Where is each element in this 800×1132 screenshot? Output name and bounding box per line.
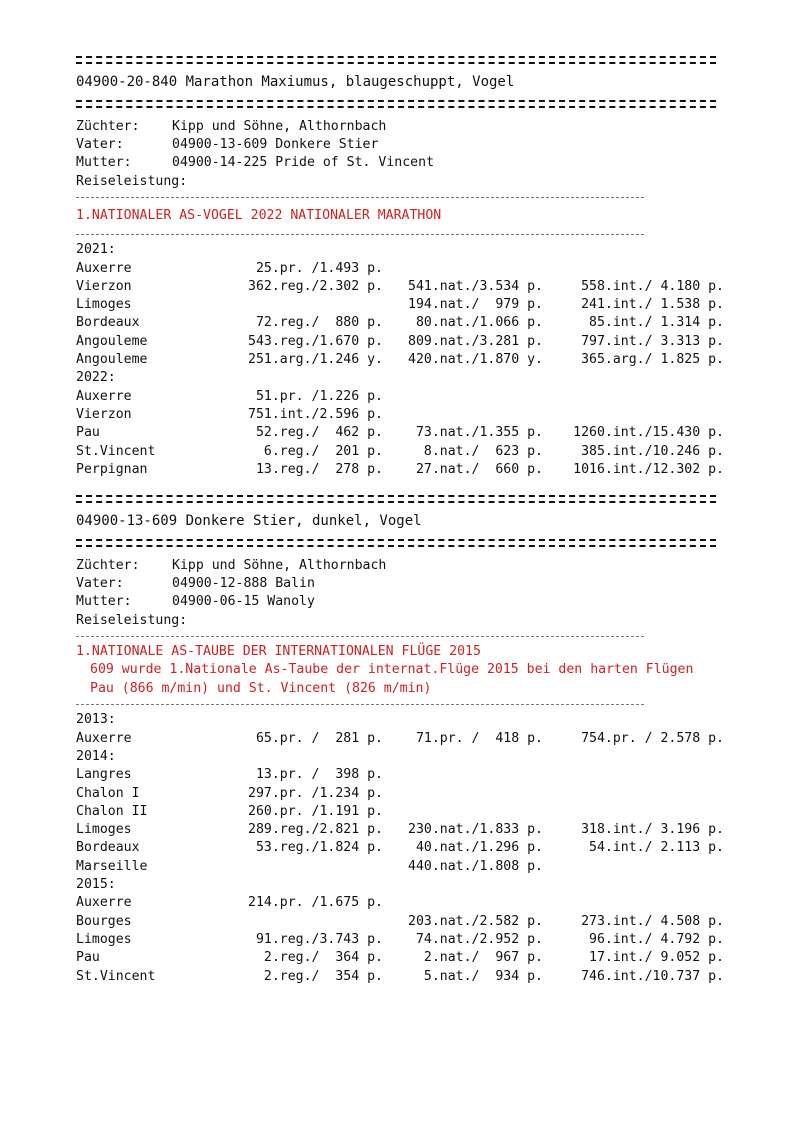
result-row	[76, 839, 726, 857]
result-regional: 25.pr. /1.493 p.	[255, 260, 383, 276]
result-row	[76, 351, 726, 369]
result-row	[76, 260, 726, 278]
result-row	[76, 406, 726, 424]
result-regional: 6.reg./ 201 p.	[263, 443, 383, 459]
result-row	[76, 424, 726, 442]
result-row	[76, 913, 726, 931]
result-regional: 260.pr. /1.191 p.	[248, 803, 383, 819]
bird-info	[76, 118, 726, 191]
race-location: Auxerre	[76, 388, 132, 404]
result-row	[76, 730, 726, 748]
pedigree-document	[76, 56, 726, 986]
result-national: 40.nat./1.296 p.	[415, 840, 543, 856]
result-international: 54.int./ 2.113 p.	[589, 840, 724, 856]
race-results	[76, 241, 726, 479]
race-location: Bourges	[76, 913, 132, 929]
race-location: Perpignan	[76, 461, 148, 477]
result-national: 440.nat./1.808 p.	[408, 858, 543, 874]
race-location: Chalon II	[76, 803, 148, 819]
result-national: 27.nat./ 660 p.	[415, 461, 543, 477]
result-international: 318.int./ 3.196 p.	[581, 822, 724, 838]
result-row	[76, 949, 726, 967]
breeder-value: Kipp und Söhne, Althornbach	[172, 558, 387, 574]
mother-value: 04900-14-225 Pride of St. Vincent	[172, 155, 435, 171]
result-national: 2.nat./ 967 p.	[423, 950, 543, 966]
result-row	[76, 766, 726, 784]
result-international: 241.int./ 1.538 p.	[581, 297, 724, 313]
result-national: 8.nat./ 623 p.	[423, 443, 543, 459]
achievement-block	[76, 643, 726, 699]
result-regional: 91.reg./3.743 p.	[255, 931, 383, 947]
light-separator	[76, 234, 644, 235]
result-international: 558.int./ 4.180 p.	[581, 278, 724, 294]
race-location: Auxerre	[76, 895, 132, 911]
result-national: 73.nat./1.355 p.	[415, 425, 543, 441]
race-location: Marseille	[76, 858, 148, 874]
mother-label: Mutter:	[76, 155, 132, 171]
achievement-title: 1.NATIONALER AS-VOGEL 2022 NATIONALER MARATHON	[76, 207, 442, 223]
father-row	[76, 575, 726, 593]
result-regional: 51.pr. /1.226 p.	[255, 388, 383, 404]
breeder-label: Züchter:	[76, 119, 140, 134]
achievement-title: 1.NATIONALE AS-TAUBE DER INTERNATIONALEN FLÜGE 2015	[76, 643, 481, 659]
race-location: Bordeaux	[76, 840, 140, 856]
result-international: 17.int./ 9.052 p.	[589, 950, 724, 966]
result-national: 5.nat./ 934 p.	[423, 968, 543, 984]
result-row	[76, 333, 726, 351]
race-location: Angouleme	[76, 333, 148, 349]
mother-row	[76, 154, 726, 172]
race-location: Limoges	[76, 297, 132, 313]
year-label: 2013:	[76, 712, 116, 728]
result-national: 74.nat./2.952 p.	[415, 931, 543, 947]
bird-section-1	[76, 56, 726, 479]
result-row	[76, 821, 726, 839]
race-location: Auxerre	[76, 260, 132, 276]
result-national: 809.nat./3.281 p.	[408, 333, 543, 349]
race-location: Pau	[76, 425, 100, 441]
result-national: 194.nat./ 979 p.	[408, 297, 543, 313]
bird-section-2	[76, 495, 726, 986]
result-row	[76, 803, 726, 821]
race-location: Vierzon	[76, 406, 132, 422]
result-national: 71.pr. / 418 p.	[415, 730, 543, 746]
heavy-separator	[76, 100, 716, 108]
race-location: Auxerre	[76, 730, 132, 746]
result-regional: 2.reg./ 354 p.	[263, 968, 383, 984]
mother-value: 04900-06-15 Wanoly	[172, 594, 315, 610]
bird-title: 04900-13-609 Donkere Stier, dunkel, Vogel	[76, 513, 422, 530]
race-location: Vierzon	[76, 278, 132, 294]
achievement-detail: Pau (866 m/min) und St. Vincent (826 m/min)	[90, 680, 432, 696]
result-regional: 52.reg./ 462 p.	[255, 425, 383, 441]
heavy-separator	[76, 495, 716, 503]
year-label: 2015:	[76, 877, 116, 893]
achievement-detail: 609 wurde 1.Nationale As-Taube der internat.Flüge 2015 bei den harten Flügen	[90, 662, 694, 678]
result-national: 420.nat./1.870 y.	[408, 352, 543, 368]
race-location: Chalon I	[76, 785, 140, 801]
result-regional: 751.int./2.596 p.	[248, 406, 383, 422]
race-location: Pau	[76, 950, 100, 966]
race-location: St.Vincent	[76, 968, 156, 984]
result-row	[76, 968, 726, 986]
light-separator	[76, 197, 644, 198]
result-row	[76, 858, 726, 876]
travel-label: Reiseleistung:	[76, 173, 188, 189]
result-regional: 53.reg./1.824 p.	[255, 840, 383, 856]
breeder-row	[76, 557, 726, 575]
result-national: 80.nat./1.066 p.	[415, 315, 543, 331]
result-row	[76, 443, 726, 461]
father-value: 04900-13-609 Donkere Stier	[172, 137, 379, 153]
result-regional: 2.reg./ 364 p.	[263, 950, 383, 966]
result-row	[76, 894, 726, 912]
result-row	[76, 785, 726, 803]
race-location: Limoges	[76, 822, 132, 838]
light-separator	[76, 704, 644, 705]
result-row	[76, 314, 726, 332]
result-international: 746.int./10.737 p.	[581, 968, 724, 984]
result-regional: 362.reg./2.302 p.	[248, 278, 383, 294]
father-label: Vater:	[76, 576, 124, 592]
heavy-separator	[76, 539, 716, 547]
result-row	[76, 296, 726, 314]
result-row	[76, 278, 726, 296]
result-regional: 543.reg./1.670 p.	[248, 333, 383, 349]
result-national: 203.nat./2.582 p.	[408, 913, 543, 929]
breeder-row	[76, 118, 726, 136]
father-value: 04900-12-888 Balin	[172, 576, 315, 592]
result-national: 541.nat./3.534 p.	[408, 278, 543, 294]
result-national: 230.nat./1.833 p.	[408, 822, 543, 838]
mother-row	[76, 593, 726, 611]
result-regional: 289.reg./2.821 p.	[248, 822, 383, 838]
breeder-value: Kipp und Söhne, Althornbach	[172, 119, 387, 134]
result-international: 365.arg./ 1.825 p.	[581, 352, 724, 368]
race-location: St.Vincent	[76, 443, 156, 459]
result-row	[76, 388, 726, 406]
father-label: Vater:	[76, 137, 124, 153]
result-row	[76, 931, 726, 949]
result-international: 1016.int./12.302 p.	[573, 461, 724, 477]
result-regional: 214.pr. /1.675 p.	[248, 895, 383, 911]
race-location: Angouleme	[76, 352, 148, 368]
race-location: Bordeaux	[76, 315, 140, 331]
race-location: Limoges	[76, 931, 132, 947]
light-separator	[76, 636, 644, 637]
result-regional: 251.arg./1.246 y.	[248, 352, 383, 368]
mother-label: Mutter:	[76, 594, 132, 610]
bird-title: 04900-20-840 Marathon Maxiumus, blaugeschuppt, Vogel	[76, 74, 515, 90]
result-international: 385.int./10.246 p.	[581, 443, 724, 459]
race-location: Langres	[76, 767, 132, 783]
heavy-separator	[76, 56, 716, 64]
travel-label: Reiseleistung:	[76, 612, 188, 628]
achievement-block	[76, 207, 726, 226]
father-row	[76, 136, 726, 154]
year-label: 2014:	[76, 748, 116, 764]
result-international: 797.int./ 3.313 p.	[581, 333, 724, 349]
year-label: 2021:	[76, 242, 116, 258]
race-results	[76, 711, 726, 985]
result-international: 273.int./ 4.508 p.	[581, 913, 724, 929]
result-regional: 13.reg./ 278 p.	[255, 461, 383, 477]
result-international: 96.int./ 4.792 p.	[589, 931, 724, 947]
result-international: 1260.int./15.430 p.	[573, 425, 724, 441]
result-regional: 13.pr. / 398 p.	[255, 767, 383, 783]
breeder-label: Züchter:	[76, 558, 140, 574]
result-regional: 297.pr. /1.234 p.	[248, 785, 383, 801]
year-label: 2022:	[76, 370, 116, 386]
result-international: 754.pr. / 2.578 p.	[581, 730, 724, 746]
result-international: 85.int./ 1.314 p.	[589, 315, 724, 331]
result-regional: 65.pr. / 281 p.	[255, 730, 383, 746]
result-regional: 72.reg./ 880 p.	[255, 315, 383, 331]
bird-info	[76, 557, 726, 630]
result-row	[76, 461, 726, 479]
